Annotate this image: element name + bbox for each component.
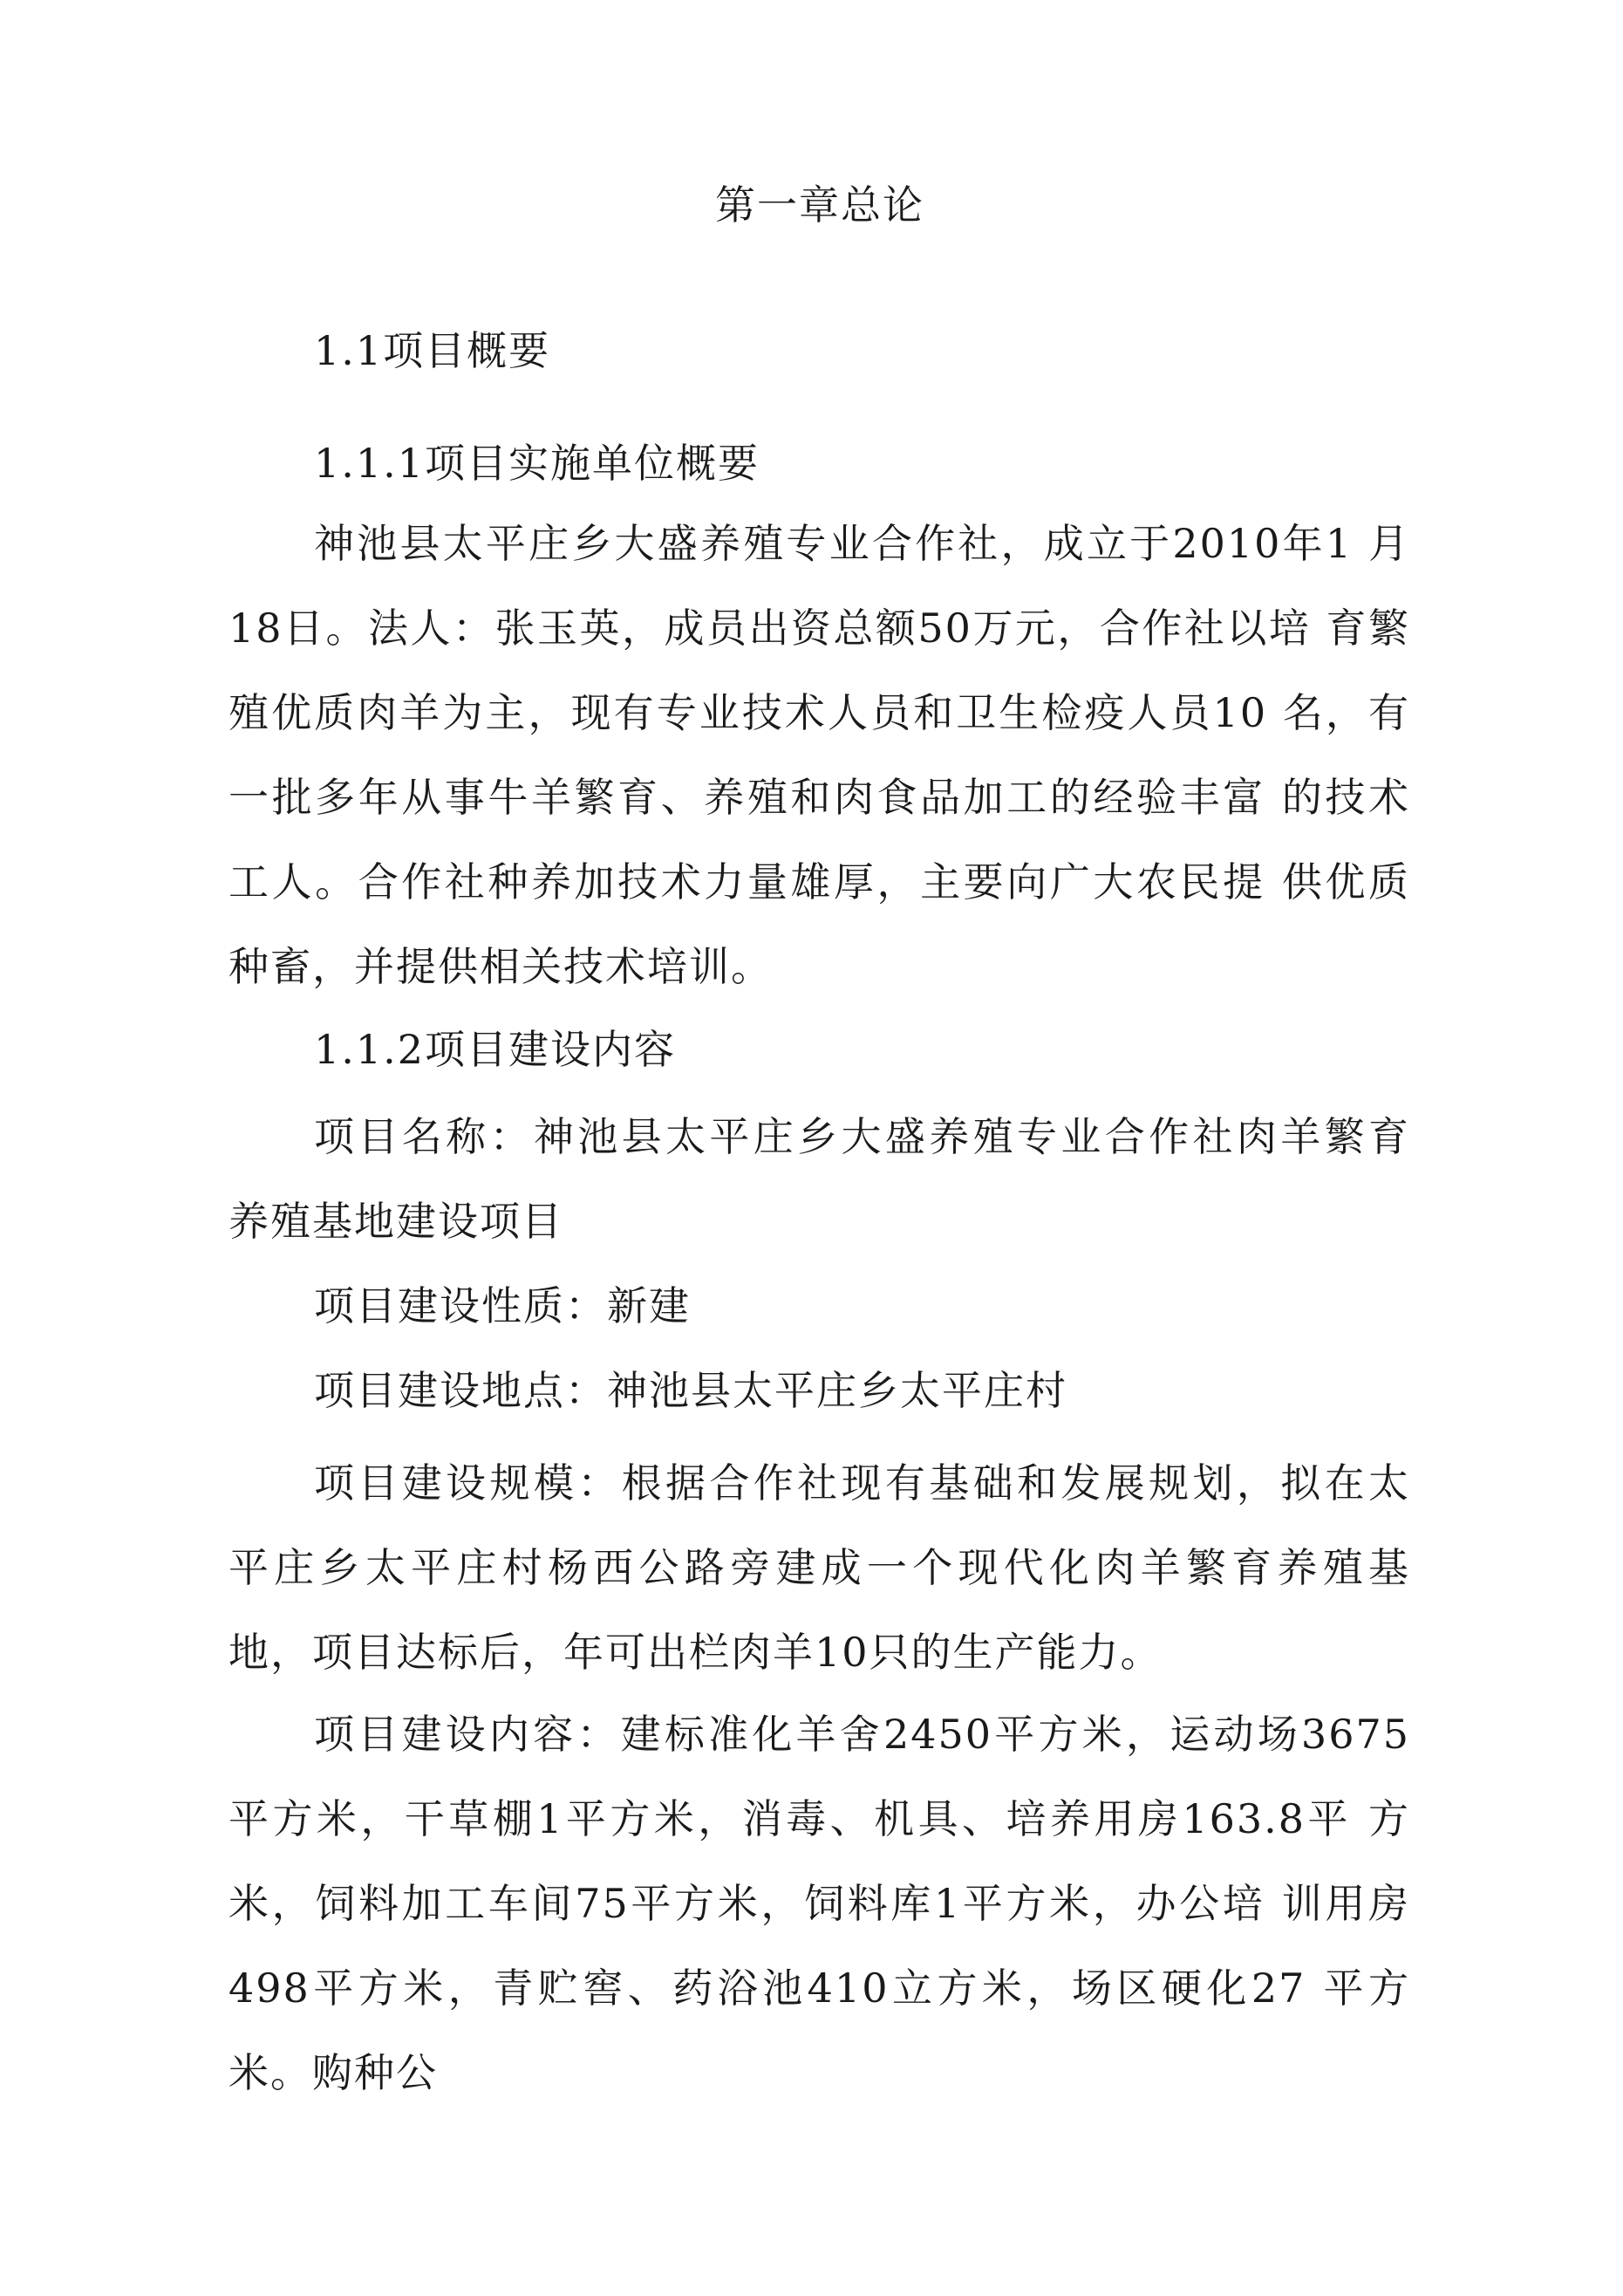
paragraph-unit-overview: 神池县太平庄乡大盛养殖专业合作社，成立于2010年1 月18日。法人：张玉英，成员出资总额50万元，合作社以培 育繁殖优质肉羊为主，现有专业技术人员和卫生检疫人员10 名，有一批多年从事牛羊繁育、养殖和肉食品加工的经验丰富 的技术工人。合作社种养加技术力量雄厚，主要向广大农民提 供优质种畜，并提供相关技术培训。 — [228, 520, 1410, 990]
paragraph-project-name: 项目名称：神池县太平庄乡大盛养殖专业合作社肉羊繁育 养殖基地建设项目 — [228, 1113, 1410, 1245]
paragraph-project-nature: 项目建设性质：新建 — [314, 1282, 691, 1329]
section-heading-1-1: 1.1项目概要 — [314, 327, 551, 374]
chapter-title: 第一章总论 — [715, 181, 924, 229]
paragraph-project-scale: 项目建设规模：根据合作社现有基础和发展规划，拟在太 平庄乡太平庄村杨西公路旁建成一个现代化肉羊繁育养殖基 地，项目达标后，年可出栏肉羊10只的生产能力。 — [228, 1459, 1410, 1676]
section-heading-1-1-1: 1.1.1项目实施单位概要 — [314, 440, 760, 487]
paragraph-project-content: 项目建设内容：建标准化羊舍2450平方米，运动场3675 平方米，干草棚1平方米，消毒、机具、培养用房163.8平 方米，饲料加工车间75平方米，饲料库1平方米，办公培 训用房498平方米，青贮窖、药浴池410立方米，场区硬化27 平方米。购种公 — [228, 1711, 1410, 2096]
section-heading-1-1-2: 1.1.2项目建设内容 — [314, 1026, 677, 1073]
paragraph-project-location: 项目建设地点：神池县太平庄乡太平庄村 — [314, 1367, 1067, 1414]
